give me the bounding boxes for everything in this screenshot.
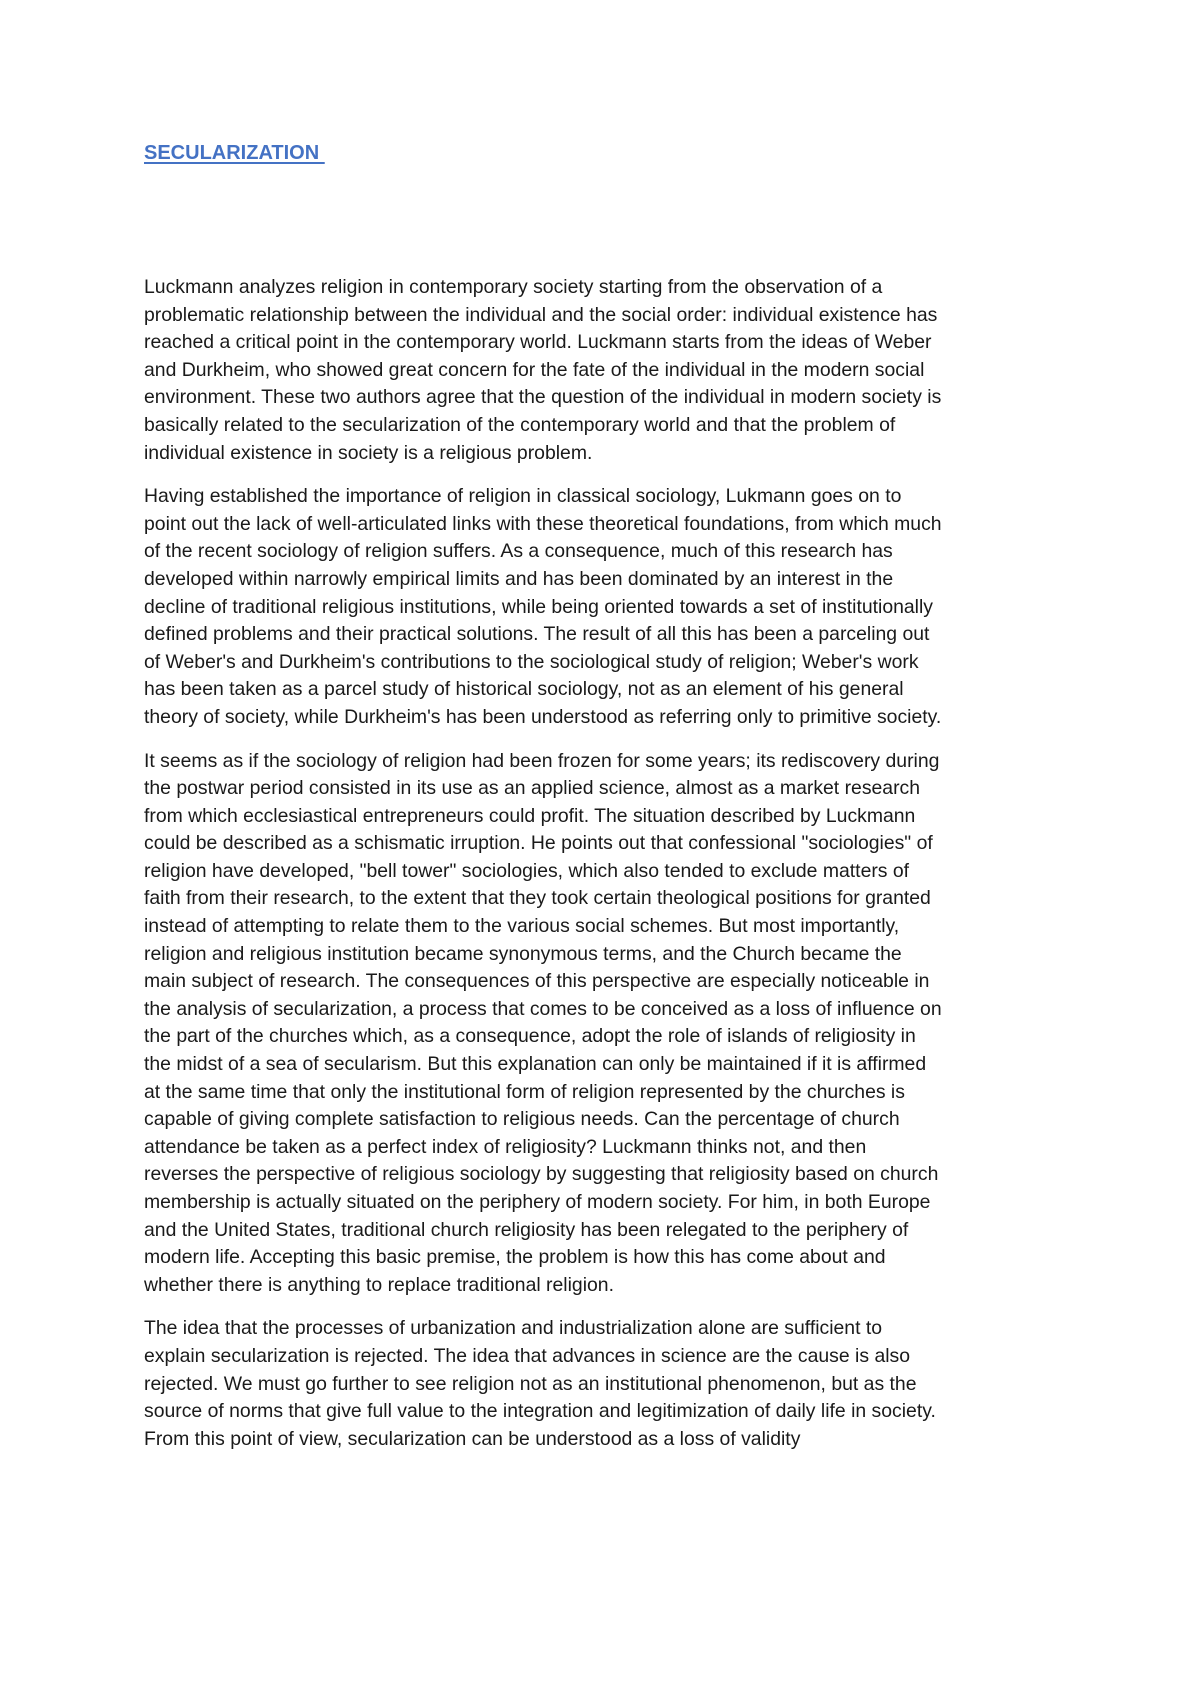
text-line: Luckmann analyzes religion in contemporary society starting from the observation of a: [144, 276, 883, 298]
text-line: membership is actually situated on the periphery of modern society. For him, in both Europe: [144, 1191, 931, 1213]
text-line: basically related to the secularization of the contemporary world and that the problem of: [144, 413, 896, 436]
text-line: Having established the importance of religion in classical sociology, Lukmann goes on to: [144, 485, 902, 508]
text-line: problematic relationship between the individual and the social order: individual existence has: [144, 303, 938, 326]
text-line: individual existence in society is a religious problem.: [144, 441, 593, 464]
text-line: The idea that the processes of urbanization and industrialization alone are sufficient to: [144, 1317, 883, 1340]
text-line: the analysis of secularization, a process that comes to be conceived as a loss of influence on: [144, 997, 942, 1020]
text-line: It seems as if the sociology of religion had been frozen for some years; its rediscovery during: [144, 749, 940, 772]
text-line: rejected. We must go further to see religion not as an institutional phenomenon, but as the: [144, 1372, 917, 1395]
text-line: the part of the churches which, as a consequence, adopt the role of islands of religiosity in: [144, 1025, 916, 1048]
text-line: instead of attempting to relate them to the various social schemes. But most importantly,: [144, 915, 900, 938]
text-line: defined problems and their practical solutions. The result of all this has been a parceling out: [144, 623, 930, 646]
text-line: has been taken as a parcel study of historical sociology, not as an element of his general: [144, 678, 904, 701]
text-line: from which ecclesiastical entrepreneurs could profit. The situation described by Luckmann: [144, 804, 916, 827]
text-line: modern life. Accepting this basic premise, the problem is how this has come about and: [144, 1246, 886, 1269]
text-line: theory of society, while Durkheim's has been understood as referring only to primitive society.: [144, 705, 942, 728]
text-line: reached a critical point in the contemporary world. Luckmann starts from the ideas of Weber: [144, 331, 932, 354]
document-body: [144, 274, 1064, 1469]
text-line: main subject of research. The consequences of this perspective are especially noticeable in: [144, 970, 930, 993]
text-line: From this point of view, secularization can be understood as a loss of validity: [144, 1427, 801, 1450]
text-line: decline of traditional religious institutions, while being oriented towards a set of institutionally: [144, 595, 933, 618]
text-line: point out the lack of well-articulated links with these theoretical foundations, from which much: [144, 512, 942, 535]
text-line: of the recent sociology of religion suffers. As a consequence, much of this research has: [144, 540, 893, 563]
text-line: faith from their research, to the extent that they took certain theological positions for granted: [144, 887, 931, 910]
text-line: at the same time that only the institutional form of religion represented by the churches is: [144, 1080, 905, 1103]
text-line: developed within narrowly empirical limits and has been dominated by an interest in the: [144, 567, 894, 590]
paragraph: [144, 274, 1064, 467]
text-line: and the United States, traditional church religiosity has been relegated to the periphery of: [144, 1218, 909, 1241]
text-line: source of norms that give full value to the integration and legitimization of daily life in society.: [144, 1400, 936, 1423]
text-line: attendance be taken as a perfect index of religiosity? Luckmann thinks not, and then: [144, 1135, 867, 1158]
text-line: environment. These two authors agree that the question of the individual in modern society is: [144, 386, 942, 409]
text-line: the postwar period consisted in its use as an applied science, almost as a market research: [144, 777, 921, 800]
document-title-link[interactable]: SECULARIZATION: [144, 142, 325, 164]
text-line: could be described as a schismatic irruption. He points out that confessional "sociologies" of: [144, 832, 933, 855]
text-line: the midst of a sea of secularism. But this explanation can only be maintained if it is affirmed: [144, 1053, 927, 1076]
text-line: religion have developed, "bell tower" sociologies, which also tended to exclude matters of: [144, 859, 910, 882]
text-line: and Durkheim, who showed great concern for the fate of the individual in the modern social: [144, 358, 925, 381]
text-line: of Weber's and Durkheim's contributions to the sociological study of religion; Weber's work: [144, 650, 919, 673]
text-line: explain secularization is rejected. The idea that advances in science are the cause is also: [144, 1344, 911, 1367]
text-line: whether there is anything to replace traditional religion.: [144, 1273, 614, 1296]
paragraph: [144, 483, 1064, 731]
text-line: religion and religious institution became synonymous terms, and the Church became the: [144, 942, 902, 965]
paragraph: [144, 748, 1064, 1300]
paragraph: [144, 1315, 1064, 1453]
text-line: capable of giving complete satisfaction to religious needs. Can the percentage of church: [144, 1108, 900, 1131]
text-line: reverses the perspective of religious sociology by suggesting that religiosity based on church: [144, 1163, 939, 1186]
